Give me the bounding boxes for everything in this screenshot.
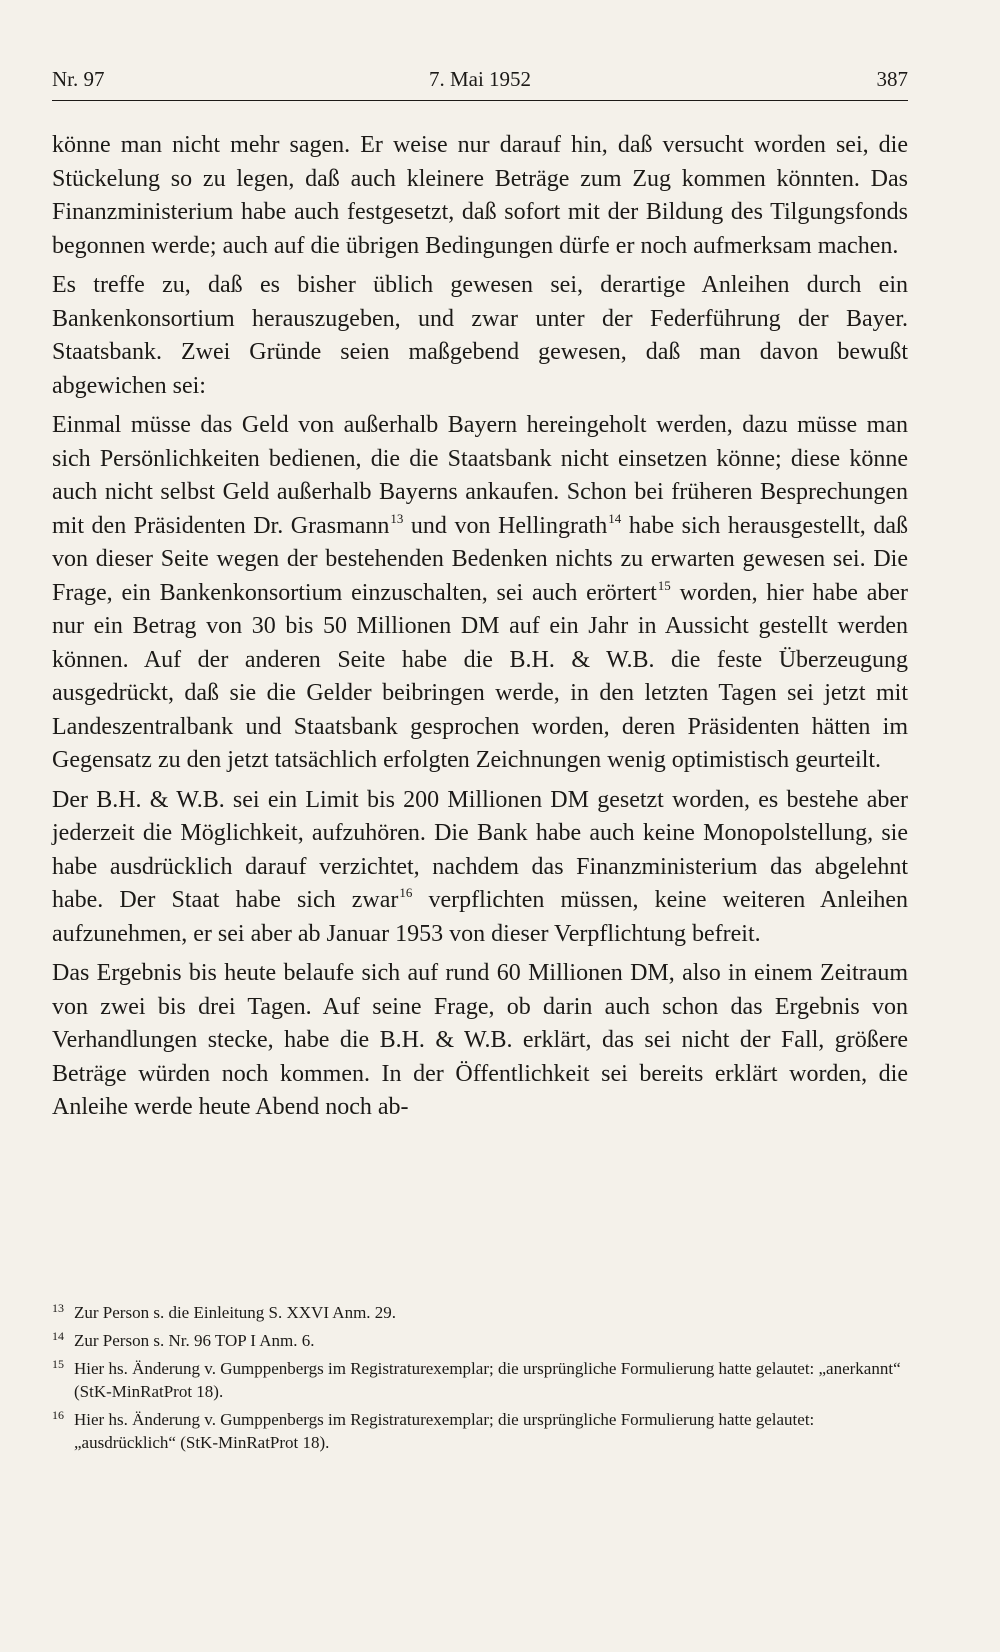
footnote-ref-15[interactable]: 15 xyxy=(657,577,671,593)
paragraph-4-part-b: verpflichten müssen, keine weiteren Anleihen aufzunehmen, er sei aber ab Januar 1953 von dieser Verpflichtung befreit. xyxy=(52,887,908,947)
footnote-text: Zur Person s. die Einleitung S. XXVI Anm. 29. xyxy=(74,1302,397,1322)
footnote-text: Hier hs. Änderung v. Gumppenbergs im Registraturexemplar; die ursprüngliche Formulierung hatte gelautet: „ausdrücklich“ (StK-MinRatProt 18). xyxy=(74,1409,815,1452)
footnote-13 xyxy=(52,1301,908,1324)
paragraph-3-part-c: habe sich herausgestellt, daß von dieser Seite wegen der bestehenden Bedenken nichts zu erwarten gewesen sei. Die Frage, ein Bankenkonsortium einzuschalten, sei auch erörtert xyxy=(52,512,908,606)
footnote-text: Zur Person s. Nr. 96 TOP I Anm. 6. xyxy=(74,1330,315,1350)
paragraph-4-part-a: Der B.H. & W.B. sei ein Limit bis 200 Millionen DM gesetzt worden, es bestehe aber jederzeit die Möglichkeit, aufzuhören. Die Bank habe auch keine Monopolstellung, sie habe ausdrücklich darauf verzichtet, nachdem das Finanzministerium das abgelehnt habe. Der Staat habe sich zwar xyxy=(52,786,908,913)
footnote-ref-13[interactable]: 13 xyxy=(390,510,404,526)
header-rule xyxy=(52,100,908,101)
footnote-text: Hier hs. Änderung v. Gumppenbergs im Registraturexemplar; die ursprüngliche Formulierung hatte gelautet: „anerkannt“ (StK-MinRatProt 18). xyxy=(74,1358,901,1401)
paragraph-3-part-d: worden, hier habe aber nur ein Betrag von 30 bis 50 Millionen DM auf ein Jahr in Aussicht gestellt werden können. Auf der anderen Seite habe die B.H. & W.B. die feste Überzeugung ausgedrückt, daß sie die Gelder beibringen werde, in den letzten Tagen sei jetzt mit Landeszentralbank und Staatsbank gesprochen worden, deren Präsidenten hätten im Gegensatz zu den jetzt tatsächlich erfolgten Zeichnungen wenig optimistisch geurteilt. xyxy=(52,579,908,773)
running-head xyxy=(52,62,908,96)
footnote-number: 15 xyxy=(52,1356,64,1371)
footnote-14 xyxy=(52,1329,908,1352)
footnote-ref-14[interactable]: 14 xyxy=(608,510,622,526)
paragraph-5: Das Ergebnis bis heute belaufe sich auf rund 60 Millionen DM, also in einem Zeitraum von zwei bis drei Tagen. Auf seine Frage, ob darin auch schon das Ergebnis von Verhandlungen stecke, habe die B.H. & W.B. erklärt, das sei nicht der Fall, größere Beträge würden noch kommen. In der Öffentlichkeit sei bereits erklärt worden, die Anleihe werde heute Abend noch ab- xyxy=(52,960,908,1120)
paragraph-1: könne man nicht mehr sagen. Er weise nur darauf hin, daß versucht worden sei, die Stückelung so zu legen, daß auch kleinere Beträge zum Zug kommen könnten. Das Finanzministerium habe auch festgesetzt, daß sofort mit der Bildung des Tilgungsfonds begonnen werde; auch auf die übrigen Bedingungen dürfe er noch aufmerksam machen. xyxy=(52,132,908,259)
document-page xyxy=(52,62,908,1459)
paragraph-2: Es treffe zu, daß es bisher üblich gewesen sei, derartige Anleihen durch ein Bankenkonsortium herauszugeben, und zwar unter der Federführung der Bayer. Staatsbank. Zwei Gründe seien maßgebend gewesen, daß man davon bewußt abgewichen sei: xyxy=(52,272,908,399)
page-number: 387 xyxy=(876,67,908,91)
footnote-ref-16[interactable]: 16 xyxy=(399,885,413,900)
footnote-number: 16 xyxy=(52,1407,64,1422)
footnote-15 xyxy=(52,1357,908,1403)
paragraph-3-part-b: und von Hellingrath xyxy=(403,512,608,539)
body-text xyxy=(52,129,908,1125)
footnote-number: 13 xyxy=(52,1300,64,1315)
paragraph-4 xyxy=(52,784,908,952)
footnote-16 xyxy=(52,1408,908,1454)
document-number: Nr. 97 xyxy=(52,67,105,91)
footnotes xyxy=(52,1301,908,1454)
paragraph-3-part-a: Einmal müsse das Geld von außerhalb Bayern hereingeholt werden, dazu müsse man sich Persönlichkeiten bedienen, die die Staatsbank nicht einsetzen könne; diese könne auch nicht selbst Geld außerhalb Bayerns ankaufen. Schon bei früheren Besprechungen mit den Präsidenten Dr. Grasmann xyxy=(52,412,908,539)
footnote-number: 14 xyxy=(52,1328,64,1343)
paragraph-3 xyxy=(52,409,908,778)
document-date: 7. Mai 1952 xyxy=(428,67,532,91)
